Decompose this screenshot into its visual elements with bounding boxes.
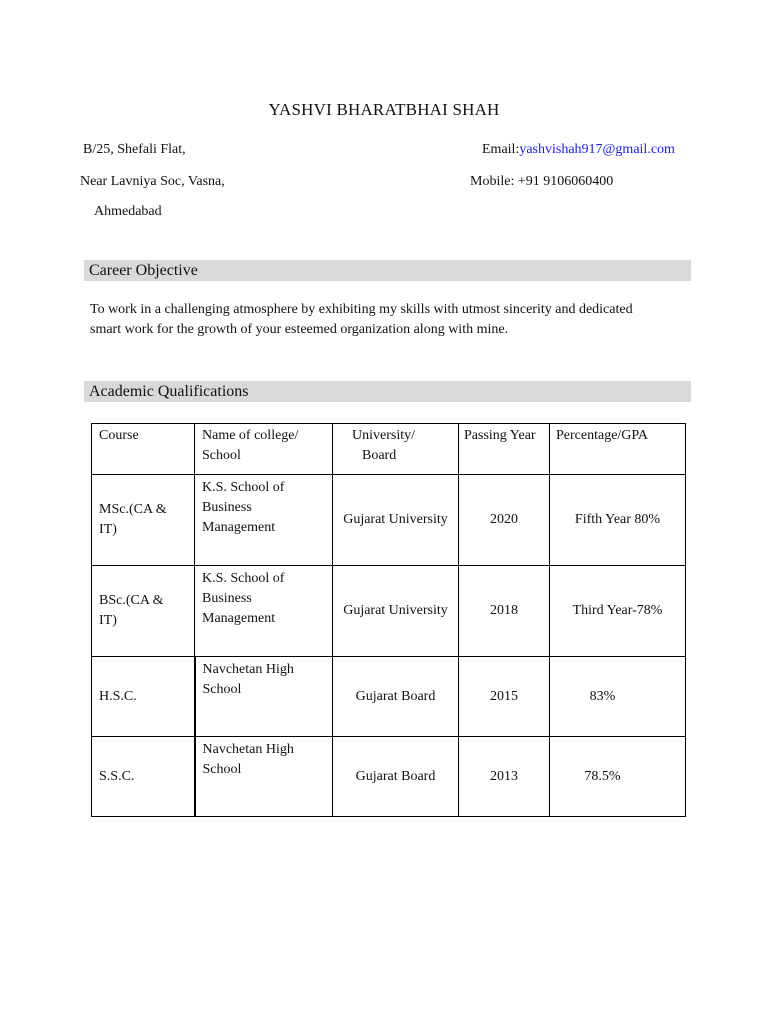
table-row — [92, 657, 686, 737]
table-row — [92, 737, 686, 817]
cell-board: Gujarat University — [333, 475, 459, 566]
cell-year: 2020 — [459, 475, 550, 566]
header-college: Name of college/ School — [195, 424, 333, 475]
objective-line-2: smart work for the growth of your esteemed organization along with mine. — [90, 322, 509, 337]
career-objective-heading: Career Objective — [84, 260, 691, 281]
cell-year: 2015 — [459, 657, 550, 737]
cell-course: BSc.(CA & IT) — [92, 566, 195, 657]
cell-board: Gujarat Board — [333, 737, 459, 817]
cell-percentage: 78.5% — [550, 737, 686, 817]
candidate-name: YASHVI BHARATBHAI SHAH — [268, 100, 500, 119]
cell-board: Gujarat Board — [333, 657, 459, 737]
objective-line-1: To work in a challenging atmosphere by exhibiting my skills with utmost sincerity and dedicated — [90, 302, 633, 317]
cell-college: Navchetan High School — [195, 737, 333, 817]
address-line-1: B/25, Shefali Flat, — [83, 142, 186, 157]
address-line-3: Ahmedabad — [94, 204, 162, 219]
address-line-2: Near Lavniya Soc, Vasna, — [80, 174, 225, 189]
qualifications-table — [91, 423, 686, 817]
table-header-row — [92, 424, 686, 475]
header-year: Passing Year — [459, 424, 550, 475]
cell-percentage: Fifth Year 80% — [550, 475, 686, 566]
table-row — [92, 566, 686, 657]
mobile-number: Mobile: +91 9106060400 — [470, 174, 614, 189]
header-board: University/ Board — [333, 424, 459, 475]
cell-year: 2013 — [459, 737, 550, 817]
cell-college: Navchetan High School — [195, 657, 333, 737]
email-label: Email: — [482, 142, 520, 157]
cell-college: K.S. School of Business Management — [195, 475, 333, 566]
email-link[interactable]: yashvishah917@gmail.com — [519, 142, 675, 157]
cell-percentage: 83% — [550, 657, 686, 737]
cell-course: S.S.C. — [92, 737, 195, 817]
cell-course: H.S.C. — [92, 657, 195, 737]
header-percentage: Percentage/GPA — [550, 424, 686, 475]
cell-course: MSc.(CA & IT) — [92, 475, 195, 566]
career-objective-text — [90, 300, 690, 340]
cell-percentage: Third Year-78% — [550, 566, 686, 657]
cell-board: Gujarat University — [333, 566, 459, 657]
cell-year: 2018 — [459, 566, 550, 657]
header-course: Course — [92, 424, 195, 475]
email-line — [482, 142, 675, 158]
academic-qualifications-heading: Academic Qualifications — [84, 381, 691, 402]
cell-college: K.S. School of Business Management — [195, 566, 333, 657]
table-row — [92, 475, 686, 566]
